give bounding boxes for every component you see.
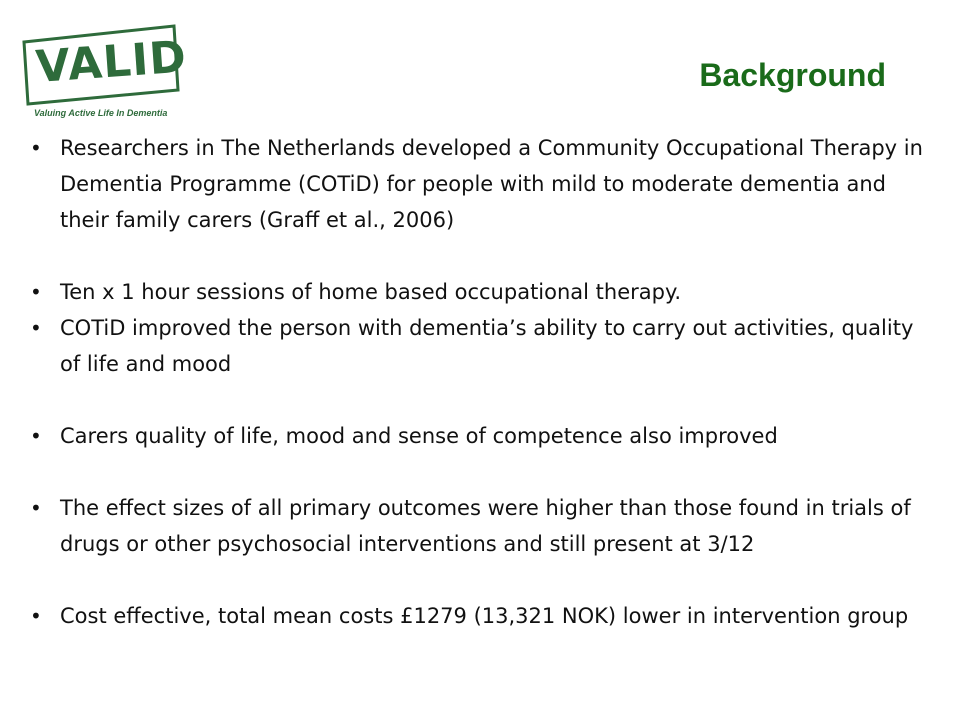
- slide-title: Background: [699, 57, 886, 93]
- logo-tagline: Valuing Active Life In Dementia: [34, 108, 168, 118]
- bullet-item: • Cost effective, total mean costs £1279 (13,321 NOK) lower in intervention group: [0, 598, 960, 634]
- bullet-item: • Ten x 1 hour sessions of home based occupational therapy.: [0, 274, 960, 310]
- bullet-item: • COTiD improved the person with dementia’s ability to carry out activities, quality of life and mood: [0, 310, 960, 382]
- logo-wordmark: VALID: [34, 31, 189, 93]
- bullet-item: • Carers quality of life, mood and sense of competence also improved: [0, 418, 960, 454]
- bullet-item: • The effect sizes of all primary outcomes were higher than those found in trials of drugs or other psychosocial interventions and still present at 3/12: [0, 490, 960, 562]
- bullet-list: [0, 130, 960, 634]
- bullet-item: • Researchers in The Netherlands developed a Community Occupational Therapy in Dementia Programme (COTiD) for people with mild to moderate dementia and their family carers (Graff et al., 2006): [0, 130, 960, 238]
- valid-logo: [18, 24, 189, 120]
